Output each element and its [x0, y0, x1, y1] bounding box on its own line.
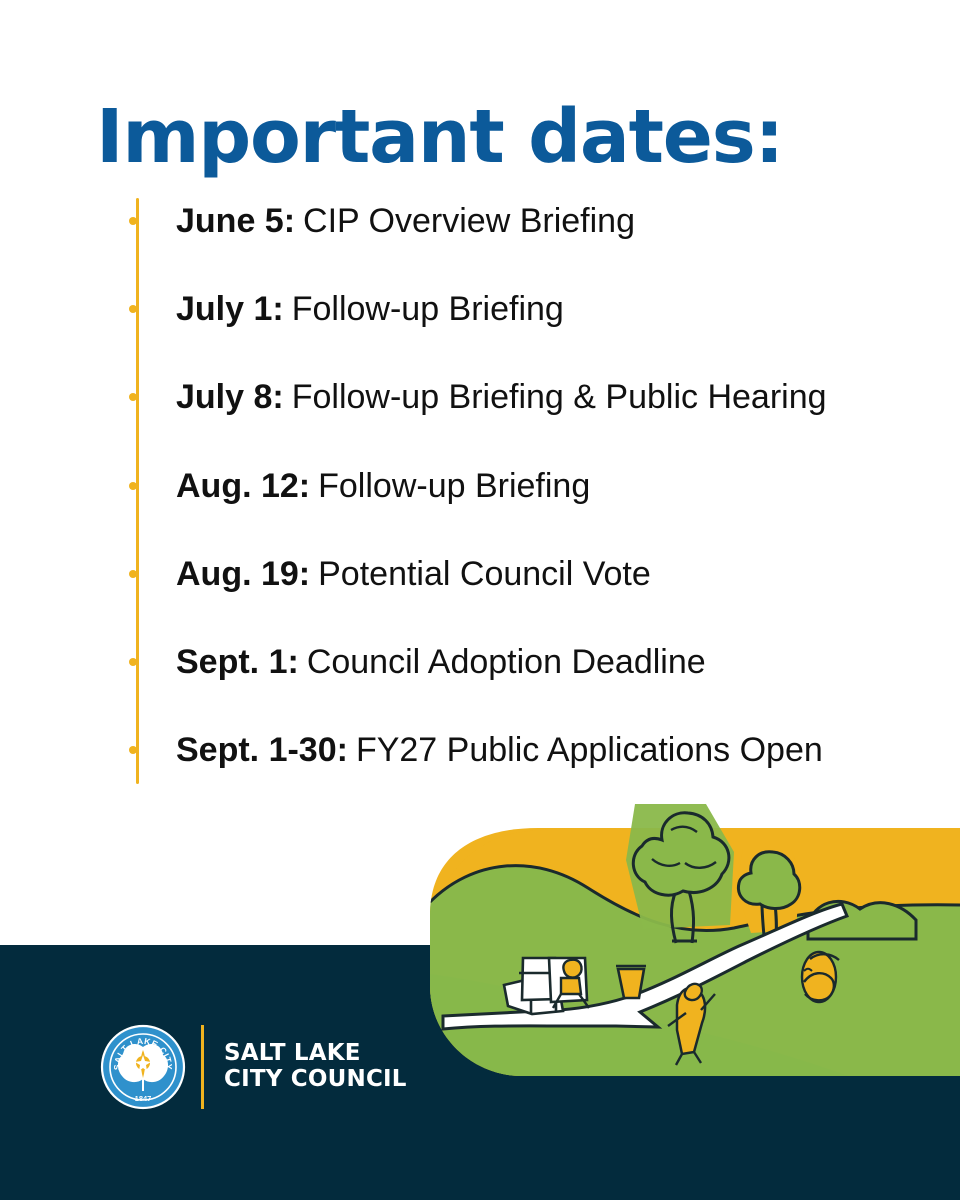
trash-can-icon	[618, 969, 644, 998]
seal-city-text: SALT LAKE CITY	[111, 1035, 175, 1071]
seated-person-head-icon	[563, 960, 581, 978]
event-description: Follow-up Briefing	[291, 290, 564, 328]
brand-line-2: CITY COUNCIL	[224, 1066, 407, 1092]
event-date: July 1:	[176, 290, 284, 328]
timeline-line	[136, 198, 139, 784]
event-description: Council Adoption Deadline	[306, 643, 706, 681]
brand-line-1: SALT LAKE	[224, 1040, 361, 1066]
event-date: Aug. 12:	[176, 467, 311, 505]
timeline-item	[176, 464, 916, 508]
timeline-item	[176, 287, 916, 331]
timeline-item	[176, 728, 916, 772]
page-title: Important dates:	[96, 94, 783, 180]
event-date: June 5:	[176, 202, 296, 240]
city-council-wordmark	[224, 1040, 407, 1092]
event-date: Sept. 1:	[176, 643, 299, 681]
event-date: Aug. 19:	[176, 555, 311, 593]
event-description: Follow-up Briefing & Public Hearing	[291, 378, 827, 416]
event-description: Potential Council Vote	[318, 555, 651, 593]
salt-lake-city-seal-icon	[100, 1024, 186, 1110]
event-description: Follow-up Briefing	[318, 467, 591, 505]
brand-divider	[201, 1025, 204, 1109]
timeline-item	[176, 640, 916, 684]
park-scene-icon	[430, 800, 960, 1076]
timeline-item	[176, 199, 916, 243]
event-description: CIP Overview Briefing	[303, 202, 635, 240]
timeline-item	[176, 375, 916, 419]
timeline-item	[176, 552, 916, 596]
event-description: FY27 Public Applications Open	[355, 731, 823, 769]
event-date: July 8:	[176, 378, 284, 416]
seal-year-text: 1847	[134, 1094, 152, 1103]
event-date: Sept. 1-30:	[176, 731, 348, 769]
